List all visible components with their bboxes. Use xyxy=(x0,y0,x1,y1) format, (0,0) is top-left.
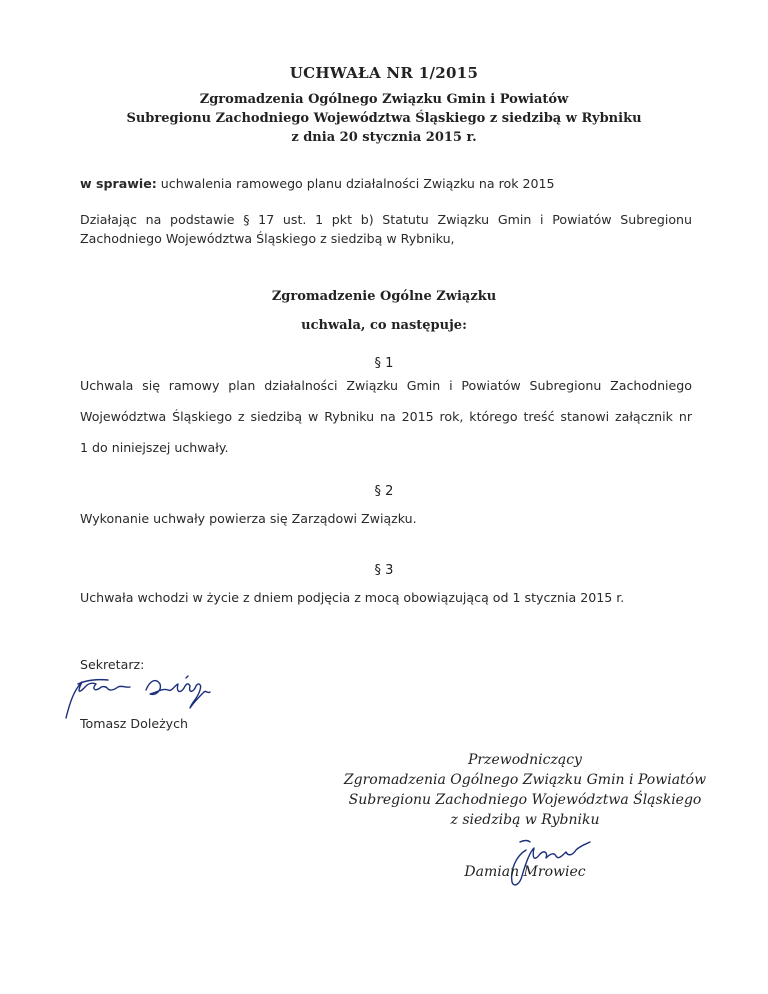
resolves-heading: uchwala, co następuje: xyxy=(301,318,467,333)
assembly-heading: Zgromadzenie Ogólne Związku xyxy=(271,289,497,304)
subject-label: w sprawie: xyxy=(80,176,157,191)
subject-text: uchwalenia ramowego planu działalności Związku na rok 2015 xyxy=(160,176,555,191)
legal-basis-line-1: Działając na podstawie § 17 ust. 1 pkt b) Statutu Związku Gmin i Powiatów Subregionu xyxy=(80,212,692,227)
secretary-name: Tomasz Doleżych xyxy=(80,716,189,731)
section-3-label: § 3 xyxy=(374,563,394,578)
document-title: UCHWAŁA NR 1/2015 xyxy=(289,64,479,82)
subject-line xyxy=(80,176,700,191)
issuer-date: z dnia 20 stycznia 2015 r. xyxy=(291,130,477,145)
issuer-line-1: Zgromadzenia Ogólnego Związku Gmin i Powiatów xyxy=(199,92,569,107)
section-2-label: § 2 xyxy=(374,484,394,499)
chairman-title-line-1: Przewodniczący xyxy=(468,752,582,768)
chairman-name: Damian Mrowiec xyxy=(464,864,586,880)
section-1-line-3: 1 do niniejszej uchwały. xyxy=(80,440,229,455)
issuer-line-2: Subregionu Zachodniego Województwa Śląskiego z siedzibą w Rybniku xyxy=(126,111,642,126)
section-1-line-2: Województwa Śląskiego z siedzibą w Rybniku na 2015 rok, którego treść stanowi załącznik nr xyxy=(80,409,692,424)
chairman-title-line-3: Subregionu Zachodniego Województwa Śląskiego xyxy=(348,792,702,808)
chairman-title-line-4: z siedzibą w Rybniku xyxy=(450,812,600,828)
section-1-label: § 1 xyxy=(374,356,394,371)
secretary-signature xyxy=(58,672,228,722)
chairman-signature xyxy=(490,832,610,892)
section-2-line-1: Wykonanie uchwały powierza się Zarządowi Związku. xyxy=(80,511,417,526)
legal-basis-line-2: Zachodniego Województwa Śląskiego z siedzibą w Rybniku, xyxy=(80,231,455,246)
section-3-line-1: Uchwała wchodzi w życie z dniem podjęcia z mocą obowiązującą od 1 stycznia 2015 r. xyxy=(80,590,625,605)
section-1-line-1: Uchwala się ramowy plan działalności Związku Gmin i Powiatów Subregionu Zachodniego xyxy=(80,378,692,393)
secretary-label: Sekretarz: xyxy=(80,657,145,672)
chairman-title-line-2: Zgromadzenia Ogólnego Związku Gmin i Powiatów xyxy=(343,772,707,788)
